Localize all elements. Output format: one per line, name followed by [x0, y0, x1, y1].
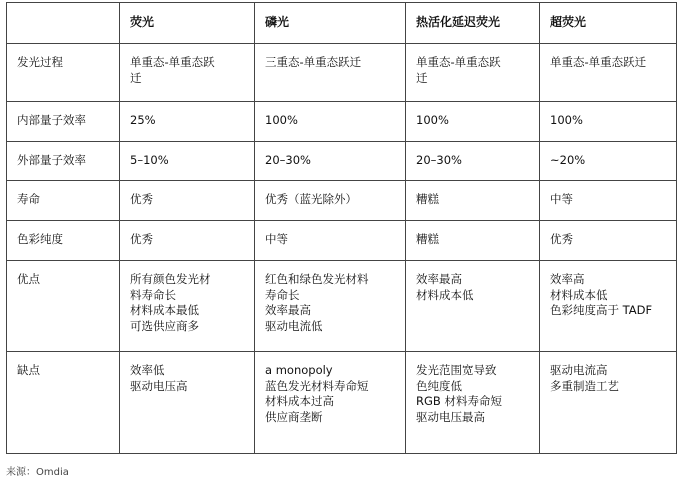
- cell-line: 多重制造工艺: [550, 378, 619, 393]
- table-cell: [255, 352, 406, 454]
- cell-line: 优秀: [130, 192, 153, 206]
- cell-line: 单重态-单重态跃: [416, 55, 501, 69]
- cell-line: 效率最高: [265, 303, 311, 317]
- cell-line: 效率最高: [416, 272, 462, 286]
- cell-line: 中等: [265, 232, 288, 246]
- cell-line: 蓝色发光材料寿命短: [265, 378, 369, 393]
- table-cell: [540, 102, 677, 142]
- table-cell: [255, 44, 406, 102]
- cell-line: 红色和绿色发光材料: [265, 272, 369, 286]
- cell-line: 20–30%: [416, 153, 462, 167]
- table-cell: [540, 142, 677, 181]
- row-label: 优点: [7, 261, 120, 352]
- cell-line: 100%: [550, 113, 583, 127]
- cell-line: 色纯度低: [416, 378, 462, 393]
- row-label: 发光过程: [7, 44, 120, 102]
- table-cell: [540, 44, 677, 102]
- cell-line: 单重态-单重态跃迁: [550, 55, 647, 69]
- cell-line: 单重态-单重态跃: [130, 55, 215, 69]
- cell-line: 25%: [130, 113, 156, 127]
- table-cell: [255, 221, 406, 261]
- table-cell: [406, 44, 540, 102]
- table-cell: [406, 221, 540, 261]
- cell-line: 效率低: [130, 363, 165, 377]
- table-cell: [406, 181, 540, 221]
- cell-line: 糟糕: [416, 192, 439, 206]
- table-cell: [406, 142, 540, 181]
- table-cell: [406, 102, 540, 142]
- cell-line: 寿命长: [265, 287, 300, 302]
- table-cell: [120, 102, 255, 142]
- row-label: 内部量子效率: [7, 102, 120, 142]
- cell-line: 迁: [416, 70, 428, 85]
- header-cell-corner: [7, 3, 120, 44]
- cell-line: 100%: [265, 113, 298, 127]
- table-cell: [540, 181, 677, 221]
- cell-line: 驱动电流低: [265, 318, 323, 333]
- table-cell: [406, 261, 540, 352]
- table-cell: [255, 102, 406, 142]
- comparison-table: [6, 2, 677, 454]
- table-row: [7, 181, 677, 221]
- table-cell: [120, 142, 255, 181]
- table-cell: [120, 181, 255, 221]
- cell-line: 优秀: [550, 232, 573, 246]
- cell-line: 中等: [550, 192, 573, 206]
- cell-line: 糟糕: [416, 232, 439, 246]
- cell-line: 所有颜色发光材: [130, 272, 211, 286]
- cell-line: 三重态-单重态跃迁: [265, 55, 362, 69]
- cell-line: 5–10%: [130, 153, 169, 167]
- table-cell: [120, 221, 255, 261]
- cell-line: 材料成本低: [416, 287, 474, 302]
- row-label: 外部量子效率: [7, 142, 120, 181]
- cell-line: 供应商垄断: [265, 409, 323, 424]
- row-label: 缺点: [7, 352, 120, 454]
- table-row: [7, 142, 677, 181]
- cell-line: 色彩纯度高于 TADF: [550, 303, 653, 317]
- cell-line: 效率高: [550, 272, 585, 286]
- table-cell: [406, 352, 540, 454]
- table-row: [7, 44, 677, 102]
- cell-line: 优秀（蓝光除外）: [265, 192, 357, 206]
- row-label: 寿命: [7, 181, 120, 221]
- table-cell: [540, 261, 677, 352]
- header-cell-phosphorescence: 磷光: [255, 3, 406, 44]
- cell-line: 100%: [416, 113, 449, 127]
- table-cell: [255, 181, 406, 221]
- cell-line: 迁: [130, 70, 142, 85]
- cell-line: ~20%: [550, 153, 586, 167]
- cell-line: 驱动电流高: [550, 363, 608, 377]
- header-cell-tadf: 热活化延迟荧光: [406, 3, 540, 44]
- table-cell: [120, 44, 255, 102]
- cell-line: RGB 材料寿命短: [416, 394, 502, 408]
- row-label: 色彩纯度: [7, 221, 120, 261]
- cell-line: 驱动电压最高: [416, 409, 485, 424]
- table-row: [7, 102, 677, 142]
- table-cell: [255, 142, 406, 181]
- table-row: [7, 221, 677, 261]
- table-cell: [540, 221, 677, 261]
- cell-line: 材料成本过高: [265, 394, 334, 408]
- table-row: [7, 352, 677, 454]
- cell-line: 材料成本低: [550, 287, 608, 302]
- table-cell: [540, 352, 677, 454]
- table-cell: [120, 261, 255, 352]
- header-cell-fluorescence: 荧光: [120, 3, 255, 44]
- cell-line: 发光范围宽导致: [416, 363, 497, 377]
- cell-line: 材料成本最低: [130, 303, 199, 317]
- header-cell-hyperfluorescence: 超荧光: [540, 3, 677, 44]
- source-note: 来源：Omdia: [6, 467, 69, 478]
- cell-line: 20–30%: [265, 153, 311, 167]
- table-cell: [120, 352, 255, 454]
- cell-line: 料寿命长: [130, 287, 176, 302]
- cell-line: 驱动电压高: [130, 378, 188, 393]
- cell-line: 优秀: [130, 232, 153, 246]
- table-cell: [255, 261, 406, 352]
- cell-line: 可选供应商多: [130, 318, 199, 333]
- table-row: [7, 261, 677, 352]
- table-header-row: [7, 3, 677, 44]
- cell-line: a monopoly: [265, 363, 333, 377]
